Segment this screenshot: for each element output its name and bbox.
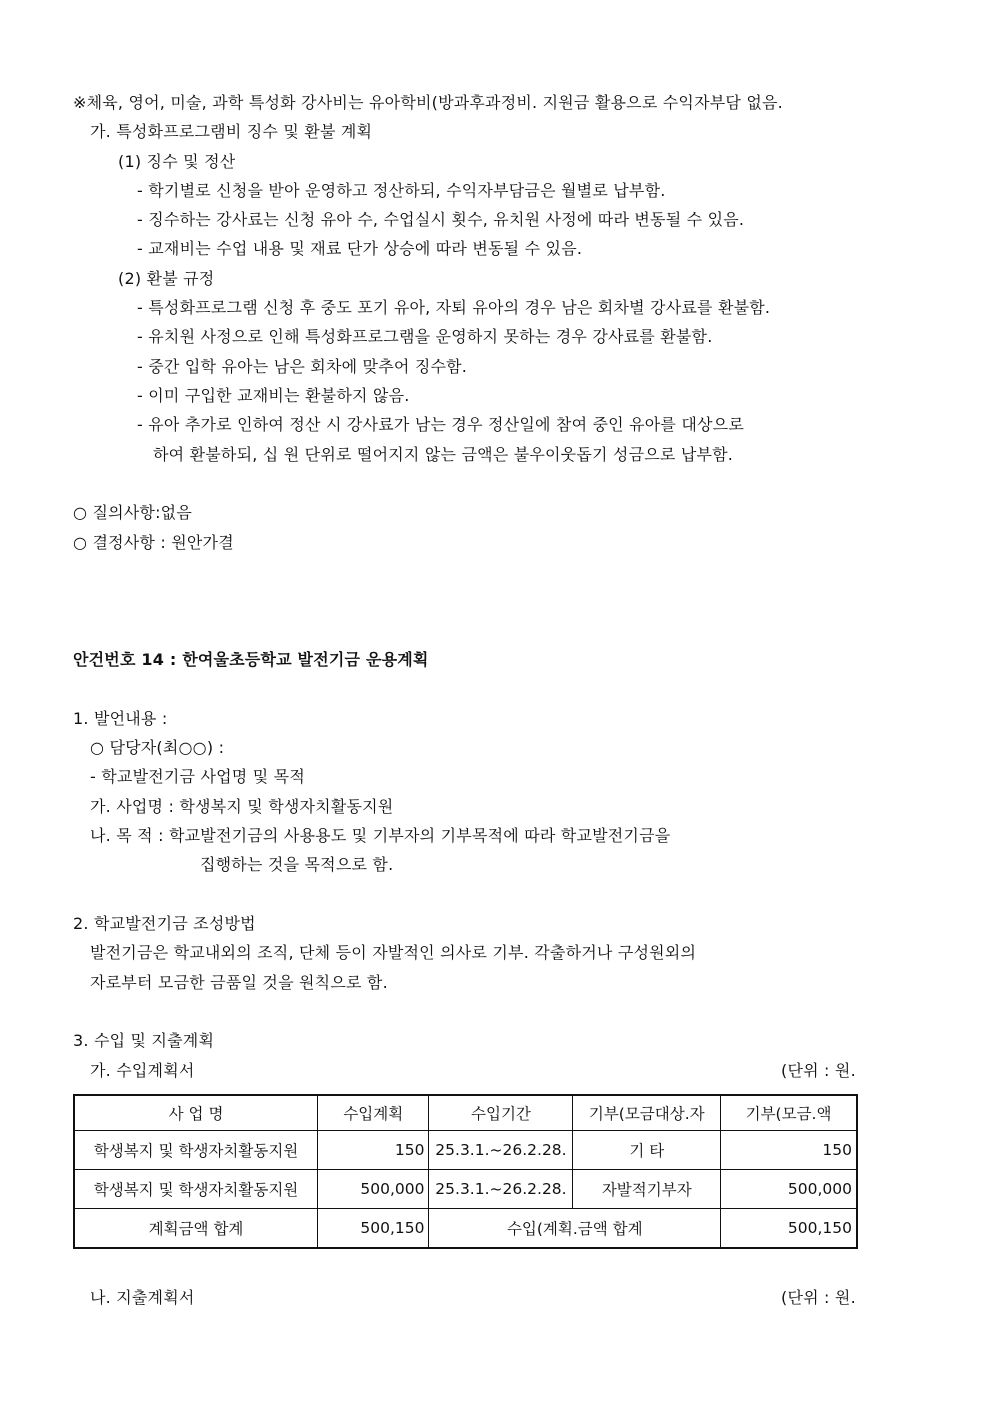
table-cell: 학생복지 및 학생자치활동지원 bbox=[74, 1131, 318, 1170]
table-header-row bbox=[74, 1095, 857, 1131]
table-cell: 25.3.1.~26.2.28. bbox=[429, 1170, 573, 1209]
note-line: ※체육, 영어, 미술, 과학 특성화 강사비는 유아학비(방과후과정비. 지원금 활용으로 수익자부담 없음. bbox=[73, 93, 783, 112]
sub-heading-2: (2) 환불 규정 bbox=[118, 269, 215, 288]
total-label: 계획금액 합계 bbox=[74, 1209, 318, 1249]
list-item: - 이미 구입한 교재비는 환불하지 않음. bbox=[137, 386, 410, 405]
total-amount: 500,150 bbox=[721, 1209, 857, 1249]
income-plan-heading: 가. 수입계획서 bbox=[90, 1061, 195, 1080]
heading-ga: 가. 특성화프로그램비 징수 및 환불 계획 bbox=[90, 122, 373, 141]
table-row bbox=[74, 1170, 857, 1209]
list-item: - 유아 추가로 인하여 정산 시 강사료가 남는 경우 정산일에 참여 중인 유아를 대상으로 bbox=[137, 415, 744, 434]
section-3-title: 3. 수입 및 지출계획 bbox=[73, 1031, 215, 1050]
purpose-continuation: 집행하는 것을 목적으로 함. bbox=[200, 855, 394, 874]
table-cell: 학생복지 및 학생자치활동지원 bbox=[74, 1170, 318, 1209]
header-cell: 수입기간 bbox=[429, 1095, 573, 1131]
list-item: - 교재비는 수업 내용 및 재료 단가 상승에 따라 변동될 수 있음. bbox=[137, 239, 583, 258]
income-table bbox=[73, 1094, 858, 1249]
header-cell: 기부(모금대상.자 bbox=[573, 1095, 721, 1131]
list-item: - 특성화프로그램 신청 후 중도 포기 유아, 자퇴 유아의 경우 남은 회차별 강사료를 환불함. bbox=[137, 298, 771, 317]
list-item: - 중간 입학 유아는 남은 회차에 맞추어 징수함. bbox=[137, 357, 468, 376]
list-item: - 학기별로 신청을 받아 운영하고 정산하되, 수익자부담금은 월별로 납부함. bbox=[137, 181, 666, 200]
table-cell: 25.3.1.~26.2.28. bbox=[429, 1131, 573, 1170]
list-item: - 징수하는 강사료는 신청 유아 수, 수업실시 횟수, 유치원 사정에 따라 변동될 수 있음. bbox=[137, 210, 745, 229]
agenda-title: 안건번호 14 : 한여울초등학교 발전기금 운용계획 bbox=[73, 650, 429, 669]
table-cell: 150 bbox=[721, 1131, 857, 1170]
table-row bbox=[74, 1131, 857, 1170]
header-cell: 수입계획 bbox=[318, 1095, 429, 1131]
topic-line: - 학교발전기금 사업명 및 목적 bbox=[90, 767, 305, 786]
decision-line: ○ 결정사항 : 원안가결 bbox=[73, 533, 234, 552]
section-1-title: 1. 발언내용 : bbox=[73, 709, 168, 728]
table-cell: 기 타 bbox=[573, 1131, 721, 1170]
unit-label: (단위 : 원. bbox=[781, 1061, 856, 1080]
table-cell: 150 bbox=[318, 1131, 429, 1170]
expense-plan-heading: 나. 지출계획서 bbox=[90, 1288, 195, 1307]
table-cell: 자발적기부자 bbox=[573, 1170, 721, 1209]
purpose-line: 나. 목 적 : 학교발전기금의 사용용도 및 기부자의 기부목적에 따라 학교발전기금을 bbox=[90, 826, 671, 845]
table-cell: 500,000 bbox=[721, 1170, 857, 1209]
table-cell: 500,000 bbox=[318, 1170, 429, 1209]
total-plan: 500,150 bbox=[318, 1209, 429, 1249]
section-2-title: 2. 학교발전기금 조성방법 bbox=[73, 914, 256, 933]
sub-heading-1: (1) 징수 및 정산 bbox=[118, 152, 236, 171]
question-line: ○ 질의사항:없음 bbox=[73, 503, 192, 522]
list-item: - 유치원 사정으로 인해 특성화프로그램을 운영하지 못하는 경우 강사료를 환불함. bbox=[137, 327, 713, 346]
section-2-text: 발전기금은 학교내외의 조직, 단체 등이 자발적인 의사로 기부. 각출하거나 구성원외의 bbox=[90, 943, 697, 962]
total-label-2: 수입(계획.금액 합계 bbox=[429, 1209, 721, 1249]
project-name-line: 가. 사업명 : 학생복지 및 학생자치활동지원 bbox=[90, 797, 394, 816]
speaker-line: ○ 담당자(최○○) : bbox=[90, 738, 225, 757]
section-2-text: 자로부터 모금한 금품일 것을 원칙으로 함. bbox=[90, 973, 388, 992]
list-item-continuation: 하여 환불하되, 십 원 단위로 떨어지지 않는 금액은 불우이웃돕기 성금으로 납부함. bbox=[153, 445, 734, 464]
header-cell: 사 업 명 bbox=[74, 1095, 318, 1131]
table-total-row bbox=[74, 1209, 857, 1249]
header-cell: 기부(모금.액 bbox=[721, 1095, 857, 1131]
unit-label: (단위 : 원. bbox=[781, 1288, 856, 1307]
